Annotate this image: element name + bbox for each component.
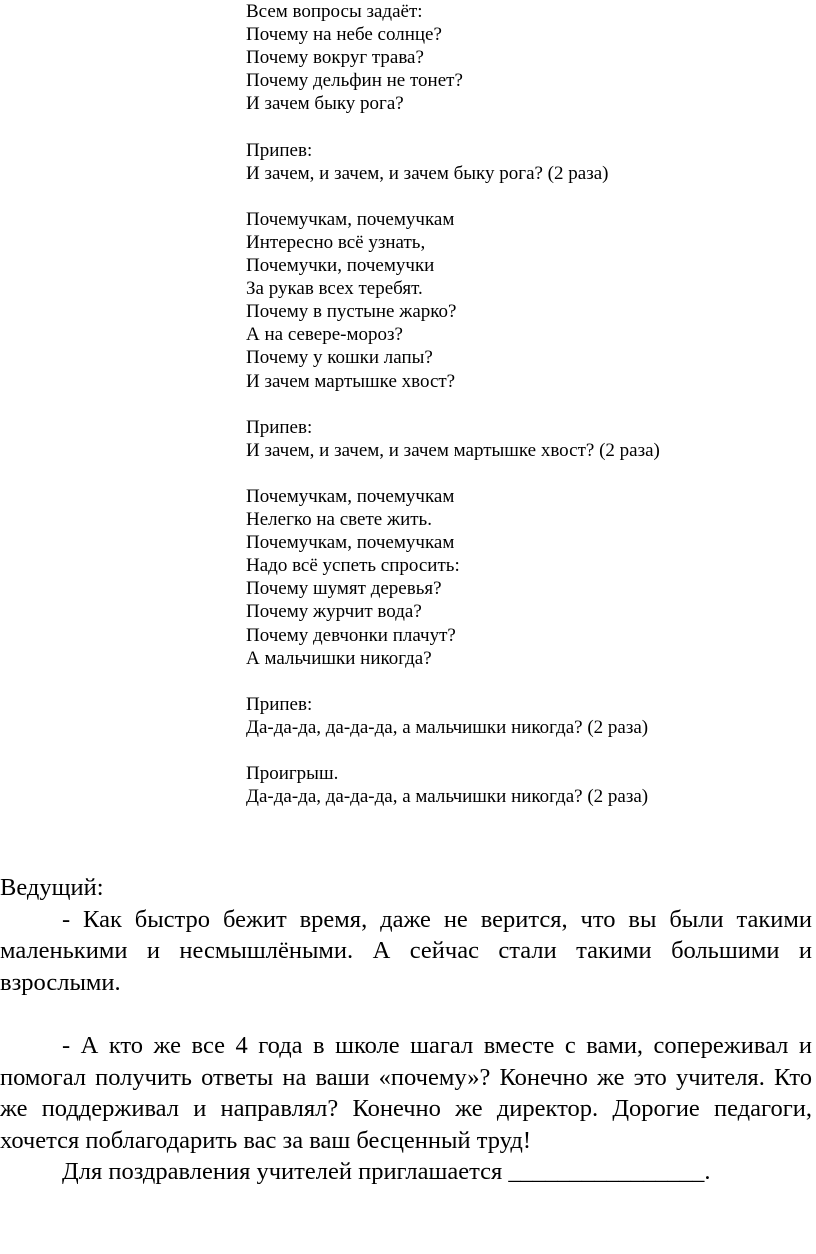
interlude-line: Да-да-да, да-да-да, а мальчишки никогда? (2 раза) — [246, 786, 649, 808]
host-speech — [0, 872, 812, 1188]
stanza-2 — [246, 208, 806, 393]
lyric-line: Почемучкам, почемучкам — [246, 532, 455, 554]
lyric-line: А мальчишки никогда? — [246, 647, 432, 669]
song-lyrics — [246, 0, 806, 808]
lyric-line: А на севере-мороз? — [246, 324, 403, 346]
lyric-line: Почему в пустыне жарко? — [246, 301, 457, 323]
lyric-line: Всем вопросы задаёт: — [246, 1, 423, 22]
chorus-2 — [246, 416, 806, 462]
lyric-line: За рукав всех теребят. — [246, 278, 423, 300]
chorus-1 — [246, 139, 806, 185]
chorus-label: Припев: — [246, 139, 313, 161]
chorus-line: Да-да-да, да-да-да, а мальчишки никогда? (2 раза) — [246, 716, 649, 738]
paragraph-2: - А кто же все 4 года в школе шагал вместе с вами, сопереживал и помогал получить ответы на ваши «почему»? Конечно же это учителя. Кто же поддерживал и направлял? Конечно же директор. Дорогие педагоги, хочется поблагодарить вас за ваш бесценный труд! — [0, 1031, 812, 1154]
paragraph-3: Для поздравления учителей приглашается ________________. — [62, 1158, 711, 1186]
stanza-1 — [246, 0, 806, 115]
chorus-label: Припев: — [246, 416, 313, 438]
lyric-line: И зачем быку рога? — [246, 93, 404, 115]
lyric-line: Почему журчит вода? — [246, 601, 422, 623]
lyric-line: Интересно всё узнать, — [246, 231, 426, 253]
stanza-3 — [246, 485, 806, 670]
chorus-3 — [246, 693, 806, 739]
lyric-line: Почему на небе солнце? — [246, 24, 442, 46]
chorus-line: И зачем, и зачем, и зачем быку рога? (2 раза) — [246, 162, 609, 184]
lyric-line: Нелегко на свете жить. — [246, 509, 432, 531]
paragraph-1: - Как быстро бежит время, даже не верится, что вы были такими маленькими и несмышлёными. А сейчас стали такими большими и взрослыми. — [0, 905, 812, 996]
interlude-label: Проигрыш. — [246, 763, 339, 785]
chorus-line: И зачем, и зачем, и зачем мартышке хвост? (2 раза) — [246, 439, 660, 461]
interlude — [246, 762, 806, 808]
chorus-label: Припев: — [246, 693, 313, 715]
lyric-line: Почему шумят деревья? — [246, 578, 442, 600]
lyric-line: Почемучки, почемучки — [246, 255, 435, 277]
lyric-line: Почему у кошки лапы? — [246, 347, 433, 369]
lyric-line: Надо всё успеть спросить: — [246, 555, 460, 577]
lyric-line: Почемучкам, почемучкам — [246, 208, 455, 230]
speaker-label: Ведущий: — [0, 874, 104, 901]
lyric-line: Почему вокруг трава? — [246, 47, 424, 69]
lyric-line: Почему девчонки плачут? — [246, 624, 456, 646]
lyric-line: И зачем мартышке хвост? — [246, 370, 456, 392]
lyric-line: Почемучкам, почемучкам — [246, 485, 455, 507]
lyric-line: Почему дельфин не тонет? — [246, 70, 463, 92]
